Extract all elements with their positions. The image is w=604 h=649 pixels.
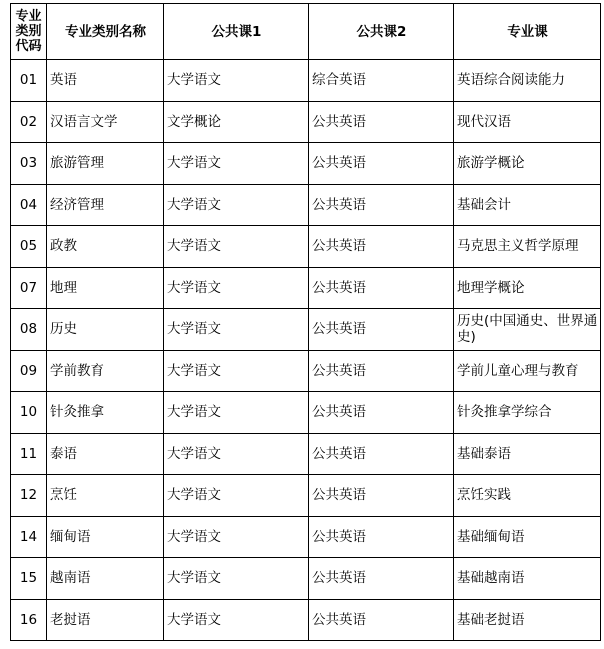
table-row [11,350,601,392]
table-row [11,599,601,641]
cell-code: 07 [11,267,47,309]
cell-public1: 大学语文 [164,392,309,434]
cell-code: 12 [11,475,47,517]
cell-major: 基础缅甸语 [454,516,601,558]
cell-public2: 公共英语 [309,516,454,558]
table-row [11,226,601,268]
table-row [11,60,601,102]
header-code [11,4,47,60]
cell-public2: 公共英语 [309,143,454,185]
cell-name: 汉语言文学 [47,101,164,143]
header-public2: 公共课2 [309,4,454,60]
cell-public1: 大学语文 [164,475,309,517]
cell-public1: 大学语文 [164,599,309,641]
header-code-line: 专业 [15,9,42,24]
cell-major: 基础会计 [454,184,601,226]
header-name: 专业类别名称 [47,4,164,60]
cell-name: 缅甸语 [47,516,164,558]
cell-public1: 大学语文 [164,143,309,185]
table-row [11,392,601,434]
cell-name: 烹饪 [47,475,164,517]
header-major: 专业课 [454,4,601,60]
cell-public2: 公共英语 [309,392,454,434]
cell-code: 16 [11,599,47,641]
table-row [11,558,601,600]
header-code-line: 类别 [15,24,42,39]
cell-major: 针灸推拿学综合 [454,392,601,434]
cell-major: 历史(中国通史、世界通史) [454,309,601,351]
cell-name: 英语 [47,60,164,102]
cell-name: 地理 [47,267,164,309]
cell-code: 15 [11,558,47,600]
cell-major: 现代汉语 [454,101,601,143]
cell-name: 泰语 [47,433,164,475]
cell-name: 旅游管理 [47,143,164,185]
cell-name: 学前教育 [47,350,164,392]
cell-name: 越南语 [47,558,164,600]
table-row [11,309,601,351]
cell-code: 09 [11,350,47,392]
table-body [11,60,601,641]
cell-public2: 公共英语 [309,184,454,226]
cell-public2: 公共英语 [309,267,454,309]
cell-major: 基础越南语 [454,558,601,600]
cell-major: 基础泰语 [454,433,601,475]
cell-code: 01 [11,60,47,102]
cell-public2: 公共英语 [309,350,454,392]
cell-public2: 公共英语 [309,309,454,351]
header-code-line: 代码 [15,39,42,54]
cell-major: 地理学概论 [454,267,601,309]
cell-code: 11 [11,433,47,475]
cell-major: 学前儿童心理与教育 [454,350,601,392]
table-row [11,143,601,185]
cell-major: 马克思主义哲学原理 [454,226,601,268]
cell-major: 烹饪实践 [454,475,601,517]
table-row [11,516,601,558]
cell-major: 英语综合阅读能力 [454,60,601,102]
table-row [11,101,601,143]
cell-public2: 公共英语 [309,226,454,268]
cell-public1: 大学语文 [164,184,309,226]
table-container [10,3,601,641]
cell-public1: 文学概论 [164,101,309,143]
cell-public1: 大学语文 [164,433,309,475]
cell-major: 旅游学概论 [454,143,601,185]
cell-public2: 综合英语 [309,60,454,102]
cell-public1: 大学语文 [164,516,309,558]
major-category-table [10,3,601,641]
cell-name: 针灸推拿 [47,392,164,434]
cell-name: 经济管理 [47,184,164,226]
table-row [11,184,601,226]
cell-code: 05 [11,226,47,268]
cell-code: 02 [11,101,47,143]
cell-public1: 大学语文 [164,350,309,392]
cell-public1: 大学语文 [164,60,309,102]
table-row [11,475,601,517]
cell-major: 基础老挝语 [454,599,601,641]
cell-code: 14 [11,516,47,558]
cell-code: 08 [11,309,47,351]
cell-name: 政教 [47,226,164,268]
cell-public2: 公共英语 [309,101,454,143]
header-public1: 公共课1 [164,4,309,60]
cell-public2: 公共英语 [309,599,454,641]
cell-name: 历史 [47,309,164,351]
cell-public1: 大学语文 [164,267,309,309]
cell-public2: 公共英语 [309,475,454,517]
cell-public1: 大学语文 [164,226,309,268]
cell-code: 04 [11,184,47,226]
cell-public1: 大学语文 [164,309,309,351]
cell-name: 老挝语 [47,599,164,641]
cell-public2: 公共英语 [309,558,454,600]
cell-public1: 大学语文 [164,558,309,600]
table-row [11,267,601,309]
table-row [11,433,601,475]
cell-public2: 公共英语 [309,433,454,475]
cell-code: 10 [11,392,47,434]
cell-code: 03 [11,143,47,185]
header-row [11,4,601,60]
